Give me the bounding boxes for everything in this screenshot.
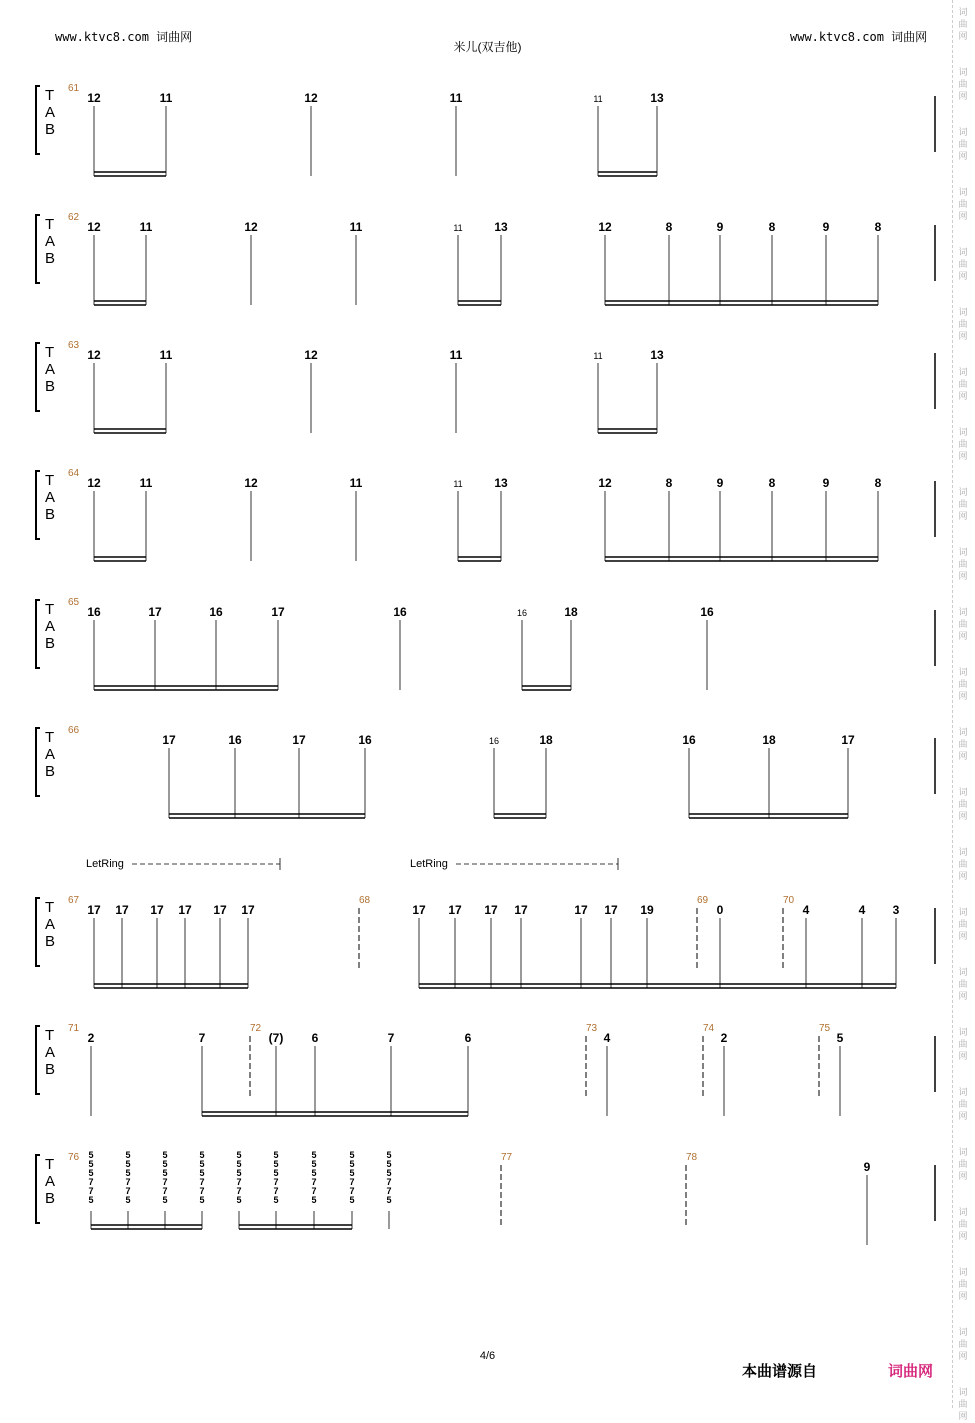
fret-number: 16 (516, 608, 528, 618)
chord-fret: 5 (273, 1150, 279, 1160)
side-watermark-char: 网 (958, 512, 968, 522)
fret-number: 17 (292, 733, 306, 747)
side-watermark-char: 曲 (958, 260, 968, 270)
side-watermark-char: 词 (958, 1388, 968, 1398)
chord-fret: 5 (125, 1159, 131, 1169)
tab-clef-letter: A (45, 1173, 56, 1190)
tab-clef-letter: A (45, 746, 56, 763)
chord-fret: 5 (162, 1159, 168, 1169)
side-watermark-char: 词 (958, 128, 968, 138)
side-watermark-char: 词 (958, 368, 968, 378)
fret-number: 6 (311, 1031, 319, 1045)
side-watermark-char: 曲 (958, 1340, 968, 1350)
chord-fret: 7 (125, 1186, 131, 1196)
fret-number: 18 (564, 605, 578, 619)
fret-number: 17 (574, 903, 588, 917)
fret-number: 12 (598, 476, 612, 490)
tab-clef-letter: T (45, 729, 55, 746)
side-watermark-char: 网 (958, 1052, 968, 1062)
side-watermark-char: 曲 (958, 80, 968, 90)
side-watermark-char: 曲 (958, 200, 968, 210)
fret-number: 17 (484, 903, 498, 917)
tab-clef-letter: T (45, 601, 55, 618)
fret-number: 17 (178, 903, 192, 917)
fret-number: 7 (387, 1031, 395, 1045)
fret-number: 13 (494, 220, 508, 234)
measure-number: 71 (68, 1023, 80, 1034)
fret-number: 17 (514, 903, 528, 917)
chord-fret: 5 (311, 1168, 317, 1178)
chord-fret: 7 (88, 1177, 94, 1187)
side-watermark-char: 曲 (958, 800, 968, 810)
fret-number: 16 (682, 733, 696, 747)
chord-fret: 7 (199, 1177, 205, 1187)
measure-number: 61 (68, 83, 80, 94)
side-watermark-char: 词 (958, 488, 968, 498)
chord-fret: 7 (311, 1177, 317, 1187)
side-watermark-char: 曲 (958, 20, 968, 30)
system-bracket (36, 600, 40, 668)
chord-fret: 5 (236, 1150, 242, 1160)
chord-fret: 7 (386, 1177, 392, 1187)
chord-fret: 5 (162, 1195, 168, 1205)
fret-number: 11 (139, 476, 153, 490)
side-watermark-char: 网 (958, 1232, 968, 1242)
tab-clef-letter: B (45, 635, 56, 652)
fret-number: 4 (603, 1031, 611, 1045)
tab-clef-letter: B (45, 763, 56, 780)
tab-clef-letter: A (45, 489, 56, 506)
chord-fret: 5 (349, 1195, 355, 1205)
fret-number: 3 (892, 903, 900, 917)
chord-fret: 5 (349, 1159, 355, 1169)
chord-fret: 5 (349, 1150, 355, 1160)
measure-number: 62 (68, 212, 80, 223)
side-watermark-char: 网 (958, 812, 968, 822)
fret-number: 11 (453, 223, 463, 233)
fret-number: 17 (213, 903, 227, 917)
side-watermark-char: 词 (958, 1148, 968, 1158)
chord-fret: 5 (311, 1159, 317, 1169)
side-watermark-char: 网 (958, 92, 968, 102)
side-watermark-char: 词 (958, 668, 968, 678)
header-site-left[interactable]: www.ktvc8.com 词曲网 (55, 30, 193, 44)
fret-number: 13 (650, 348, 664, 362)
fret-number: 17 (241, 903, 255, 917)
fret-number: 4 (858, 903, 866, 917)
fret-number: 11 (349, 220, 363, 234)
chord-fret: 7 (349, 1186, 355, 1196)
tab-clef-letter: T (45, 216, 55, 233)
tab-clef-letter: A (45, 916, 56, 933)
fret-number: 12 (87, 91, 101, 105)
side-watermark-char: 词 (958, 548, 968, 558)
side-watermark-char: 网 (958, 212, 968, 222)
source-label: 本曲谱源自 (742, 1363, 818, 1380)
measure-number: 66 (68, 725, 80, 736)
side-watermark-char: 曲 (958, 1400, 968, 1410)
fret-number: 12 (87, 220, 101, 234)
chord-fret: 5 (236, 1168, 242, 1178)
system-bracket (36, 1026, 40, 1094)
tab-clef-letter: A (45, 233, 56, 250)
side-watermark-char: 曲 (958, 620, 968, 630)
fret-number: 16 (488, 736, 500, 746)
header-site-right[interactable]: www.ktvc8.com 词曲网 (790, 30, 928, 44)
chord-fret: 5 (236, 1195, 242, 1205)
side-watermark-char: 网 (958, 932, 968, 942)
side-watermark-char: 曲 (958, 500, 968, 510)
fret-number: 11 (159, 348, 173, 362)
chord-fret: 7 (88, 1186, 94, 1196)
fret-number: 13 (650, 91, 664, 105)
side-watermark-char: 词 (958, 788, 968, 798)
tab-clef-letter: A (45, 361, 56, 378)
side-watermark-char: 网 (958, 752, 968, 762)
chord-fret: 7 (199, 1186, 205, 1196)
side-watermark-char: 网 (958, 332, 968, 342)
measure-number: 65 (68, 597, 80, 608)
measure-number: 78 (686, 1152, 698, 1163)
side-watermark-char: 网 (958, 572, 968, 582)
side-watermark-char: 曲 (958, 1220, 968, 1230)
fret-number: 8 (665, 476, 673, 490)
side-watermark-char: 词 (958, 1088, 968, 1098)
tab-clef-letter: B (45, 250, 56, 267)
side-watermark-char: 曲 (958, 140, 968, 150)
tab-clef-letter: B (45, 1190, 56, 1207)
fret-number: 9 (716, 476, 724, 490)
fret-number: 11 (593, 351, 603, 361)
system-bracket (36, 1155, 40, 1223)
chord-fret: 5 (88, 1150, 94, 1160)
fret-number: 9 (716, 220, 724, 234)
side-watermark-char: 词 (958, 1208, 968, 1218)
fret-number: 17 (150, 903, 164, 917)
side-watermark-char: 曲 (958, 320, 968, 330)
side-watermark-char: 曲 (958, 560, 968, 570)
fret-number: 16 (228, 733, 242, 747)
fret-number: 12 (244, 220, 258, 234)
fret-number: 17 (115, 903, 129, 917)
tab-clef-letter: B (45, 121, 56, 138)
chord-fret: 5 (125, 1195, 131, 1205)
fret-number: 12 (598, 220, 612, 234)
fret-number: 8 (665, 220, 673, 234)
fret-number: 0 (716, 903, 724, 917)
chord-fret: 5 (386, 1168, 392, 1178)
measure-number: 70 (783, 895, 795, 906)
side-watermark-char: 词 (958, 428, 968, 438)
side-watermark-char: 词 (958, 848, 968, 858)
chord-fret: 5 (273, 1159, 279, 1169)
chord-fret: 5 (88, 1159, 94, 1169)
side-watermark-char: 曲 (958, 1280, 968, 1290)
fret-number: 7 (198, 1031, 206, 1045)
measure-number: 72 (250, 1023, 262, 1034)
page-number: 4/6 (479, 1350, 496, 1362)
measure-number: 64 (68, 468, 80, 479)
side-watermark-char: 网 (958, 152, 968, 162)
chord-fret: 5 (125, 1150, 131, 1160)
measure-number: 63 (68, 340, 80, 351)
chord-fret: 7 (349, 1177, 355, 1187)
fret-number: 17 (162, 733, 176, 747)
chord-fret: 5 (386, 1159, 392, 1169)
measure-number: 74 (703, 1023, 715, 1034)
tab-clef-letter: T (45, 472, 55, 489)
fret-number: 9 (822, 220, 830, 234)
chord-fret: 5 (162, 1150, 168, 1160)
chord-fret: 7 (273, 1177, 279, 1187)
chord-fret: 5 (88, 1195, 94, 1205)
side-watermark-char: 网 (958, 1112, 968, 1122)
fret-number: 8 (768, 476, 776, 490)
chord-fret: 5 (199, 1168, 205, 1178)
fret-number: 18 (762, 733, 776, 747)
fret-number: 8 (768, 220, 776, 234)
system-bracket (36, 898, 40, 966)
fret-number: 12 (87, 348, 101, 362)
side-watermark-char: 曲 (958, 380, 968, 390)
source-brand[interactable]: 词曲网 (888, 1363, 934, 1380)
measure-number: 67 (68, 895, 80, 906)
side-watermark-char: 词 (958, 608, 968, 618)
measure-number: 75 (819, 1023, 831, 1034)
tab-clef-letter: T (45, 1027, 55, 1044)
fret-number: 12 (87, 476, 101, 490)
chord-fret: 5 (125, 1168, 131, 1178)
chord-fret: 5 (311, 1150, 317, 1160)
side-watermark-char: 网 (958, 1292, 968, 1302)
side-watermark-char: 网 (958, 1412, 968, 1422)
fret-number: 17 (604, 903, 618, 917)
fret-number: 4 (802, 903, 810, 917)
chord-fret: 5 (311, 1195, 317, 1205)
chord-fret: 5 (199, 1195, 205, 1205)
fret-number: 12 (304, 348, 318, 362)
side-watermark-char: 词 (958, 728, 968, 738)
chord-fret: 5 (273, 1195, 279, 1205)
side-watermark-char: 曲 (958, 740, 968, 750)
fret-number: 17 (87, 903, 101, 917)
side-watermark-char: 词 (958, 968, 968, 978)
tab-clef-letter: A (45, 1044, 56, 1061)
measure-number: 77 (501, 1152, 513, 1163)
side-watermark-char: 网 (958, 992, 968, 1002)
fret-number: 12 (244, 476, 258, 490)
system-bracket (36, 728, 40, 796)
fret-number: 11 (139, 220, 153, 234)
side-watermark-char: 网 (958, 452, 968, 462)
side-watermark-char: 词 (958, 1268, 968, 1278)
fret-number: 12 (304, 91, 318, 105)
side-watermark-char: 曲 (958, 1160, 968, 1170)
chord-fret: 7 (386, 1186, 392, 1196)
fret-number: 13 (494, 476, 508, 490)
measure-number: 73 (586, 1023, 598, 1034)
system-bracket (36, 215, 40, 283)
system-bracket (36, 343, 40, 411)
chord-fret: 5 (199, 1150, 205, 1160)
chord-fret: 7 (236, 1186, 242, 1196)
side-watermark-char: 网 (958, 872, 968, 882)
chord-fret: 5 (386, 1150, 392, 1160)
chord-fret: 5 (386, 1195, 392, 1205)
fret-number: 17 (841, 733, 855, 747)
side-watermark-char: 网 (958, 32, 968, 42)
fret-number: 6 (464, 1031, 472, 1045)
tab-clef-letter: A (45, 104, 56, 121)
side-watermark-char: 曲 (958, 920, 968, 930)
chord-fret: 7 (273, 1186, 279, 1196)
tab-clef-letter: T (45, 1156, 55, 1173)
fret-number: 9 (863, 1160, 871, 1174)
tab-clef-letter: A (45, 618, 56, 635)
chord-fret: 7 (162, 1177, 168, 1187)
fret-number: 17 (271, 605, 285, 619)
chord-fret: 5 (236, 1159, 242, 1169)
side-watermark-char: 词 (958, 248, 968, 258)
fret-number: 5 (836, 1031, 844, 1045)
side-watermark-char: 网 (958, 272, 968, 282)
measure-number: 69 (697, 895, 709, 906)
fret-number: 17 (412, 903, 426, 917)
side-watermark-char: 曲 (958, 860, 968, 870)
tab-clef-letter: B (45, 933, 56, 950)
chord-fret: 5 (88, 1168, 94, 1178)
tab-clef-letter: B (45, 506, 56, 523)
fret-number: 17 (148, 605, 162, 619)
chord-fret: 7 (236, 1177, 242, 1187)
fret-number: 11 (453, 479, 463, 489)
fret-number: 16 (358, 733, 372, 747)
side-watermark-char: 曲 (958, 440, 968, 450)
chord-fret: 5 (199, 1159, 205, 1169)
chord-fret: 7 (162, 1186, 168, 1196)
letring-label: LetRing (86, 858, 124, 870)
fret-number: 17 (448, 903, 462, 917)
fret-number: 2 (720, 1031, 728, 1045)
fret-number: (7) (268, 1031, 284, 1045)
fret-number: 16 (87, 605, 101, 619)
side-watermark-char: 网 (958, 692, 968, 702)
fret-number: 18 (539, 733, 553, 747)
side-watermark-char: 词 (958, 188, 968, 198)
fret-number: 11 (159, 91, 173, 105)
side-watermark-char: 词 (958, 8, 968, 18)
chord-fret: 7 (311, 1186, 317, 1196)
measure-number: 76 (68, 1152, 80, 1163)
side-watermark-char: 词 (958, 1028, 968, 1038)
fret-number: 9 (822, 476, 830, 490)
tab-clef-letter: T (45, 344, 55, 361)
side-watermark-char: 词 (958, 308, 968, 318)
fret-number: 19 (640, 903, 654, 917)
tab-clef-letter: B (45, 1061, 56, 1078)
side-watermark-char: 网 (958, 392, 968, 402)
chord-fret: 7 (125, 1177, 131, 1187)
fret-number: 11 (449, 91, 463, 105)
chord-fret: 5 (162, 1168, 168, 1178)
tab-clef-letter: B (45, 378, 56, 395)
fret-number: 16 (209, 605, 223, 619)
letring-label: LetRing (410, 858, 448, 870)
side-watermark-char: 词 (958, 1328, 968, 1338)
tab-clef-letter: T (45, 899, 55, 916)
side-watermark-char: 词 (958, 68, 968, 78)
score-title: 米儿(双吉他) (453, 40, 522, 54)
tab-clef-letter: T (45, 87, 55, 104)
side-watermark-char: 曲 (958, 980, 968, 990)
side-watermark-char: 网 (958, 632, 968, 642)
fret-number: 8 (874, 220, 882, 234)
fret-number: 2 (87, 1031, 95, 1045)
fret-number: 11 (349, 476, 363, 490)
side-watermark-char: 词 (958, 908, 968, 918)
measure-number: 68 (359, 895, 371, 906)
chord-fret: 5 (273, 1168, 279, 1178)
fret-number: 11 (449, 348, 463, 362)
fret-number: 16 (700, 605, 714, 619)
fret-number: 8 (874, 476, 882, 490)
system-bracket (36, 86, 40, 154)
side-watermark-char: 曲 (958, 1040, 968, 1050)
system-bracket (36, 471, 40, 539)
fret-number: 11 (593, 94, 603, 104)
fret-number: 16 (393, 605, 407, 619)
side-watermark-char: 网 (958, 1352, 968, 1362)
side-watermark-char: 曲 (958, 680, 968, 690)
side-watermark-char: 网 (958, 1172, 968, 1182)
chord-fret: 5 (349, 1168, 355, 1178)
side-watermark-char: 曲 (958, 1100, 968, 1110)
